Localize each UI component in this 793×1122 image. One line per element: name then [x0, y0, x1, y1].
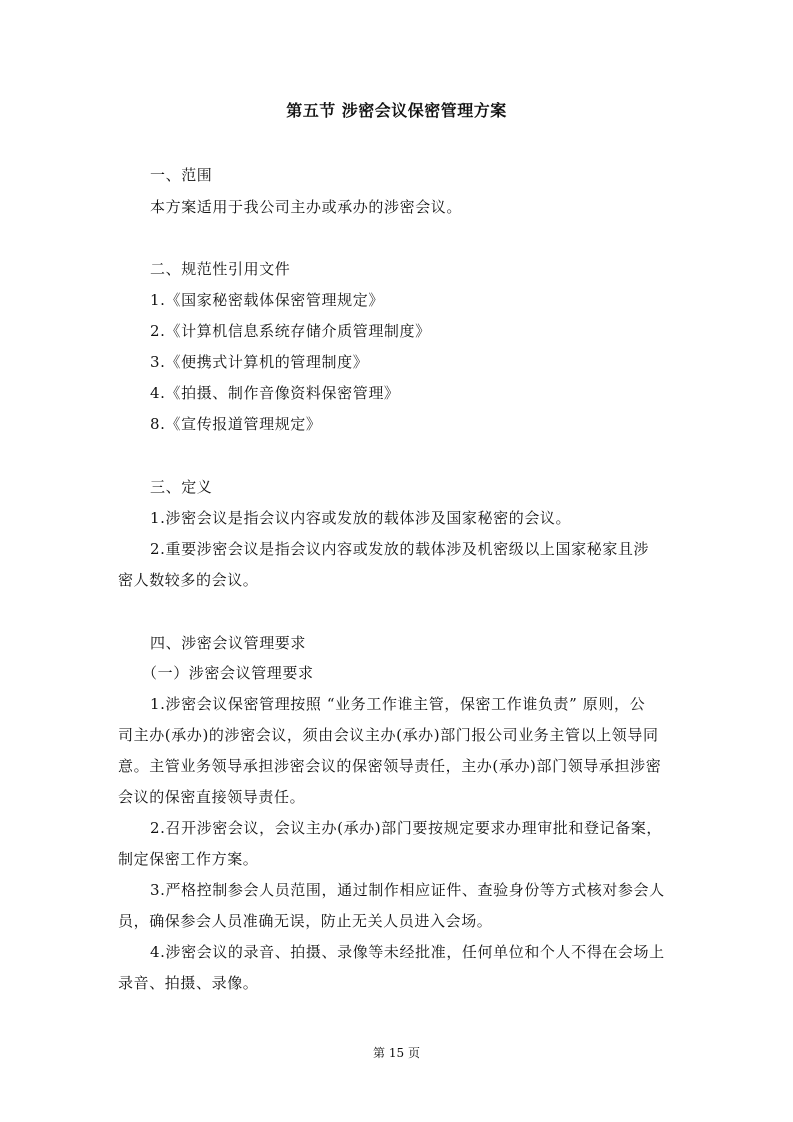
paragraph-3-line: 3.严格控制参会人员范围，通过制作相应证件、查验身份等方式核对参会人 — [150, 881, 665, 899]
reference-item: 8.《宣传报道管理规定》 — [150, 415, 322, 433]
definition-2-line-2: 密人数较多的会议。 — [118, 571, 259, 589]
paragraph-1-line: 司主办(承办)的涉密会议，须由会议主办(承办)部门报公司业务主管以上领导同 — [118, 726, 659, 744]
definition-1: 1.涉密会议是指会议内容或发放的载体涉及国家秘密的会议。 — [150, 509, 572, 527]
paragraph-4-line: 录音、拍摄、录像。 — [118, 974, 259, 992]
definition-2-line-1: 2.重要涉密会议是指会议内容或发放的载体涉及机密级以上国家秘家且涉 — [150, 540, 650, 558]
paragraph-1-line: 1.涉密会议保密管理按照 “业务工作谁主管，保密工作谁负责” 原则，公 — [150, 695, 646, 713]
paragraph-1-line: 会议的保密直接领导责任。 — [118, 788, 306, 806]
paragraph-3-line: 员，确保参会人员准确无误，防止无关人员进入会场。 — [118, 912, 493, 930]
paragraph-2-line: 2.召开涉密会议，会议主办(承办)部门要按规定要求办理审批和登记备案， — [150, 819, 663, 837]
section-1-heading: 一、范围 — [150, 166, 213, 184]
reference-item: 3.《便携式计算机的管理制度》 — [150, 353, 369, 371]
section-2-heading: 二、规范性引用文件 — [150, 260, 291, 278]
reference-item: 2.《计算机信息系统存储介质管理制度》 — [150, 322, 431, 340]
section-3-heading: 三、定义 — [150, 478, 213, 496]
section-4-heading: 四、涉密会议管理要求 — [150, 634, 307, 652]
paragraph-1-line: 意。主管业务领导承担涉密会议的保密领导责任，主办(承办)部门领导承担涉密 — [118, 757, 662, 775]
section-1-text: 本方案适用于我公司主办或承办的涉密会议。 — [150, 198, 463, 216]
page-title: 第五节 涉密会议保密管理方案 — [286, 101, 507, 120]
reference-item: 1.《国家秘密载体保密管理规定》 — [150, 291, 384, 309]
reference-item: 4.《拍摄、制作音像资料保密管理》 — [150, 384, 400, 402]
paragraph-4-line: 4.涉密会议的录音、拍摄、录像等未经批准，任何单位和个人不得在会场上 — [150, 943, 665, 961]
paragraph-2-line: 制定保密工作方案。 — [118, 850, 259, 868]
page-number: 第 15 页 — [373, 1046, 420, 1060]
section-4-subheading: （一）涉密会议管理要求 — [142, 664, 314, 682]
